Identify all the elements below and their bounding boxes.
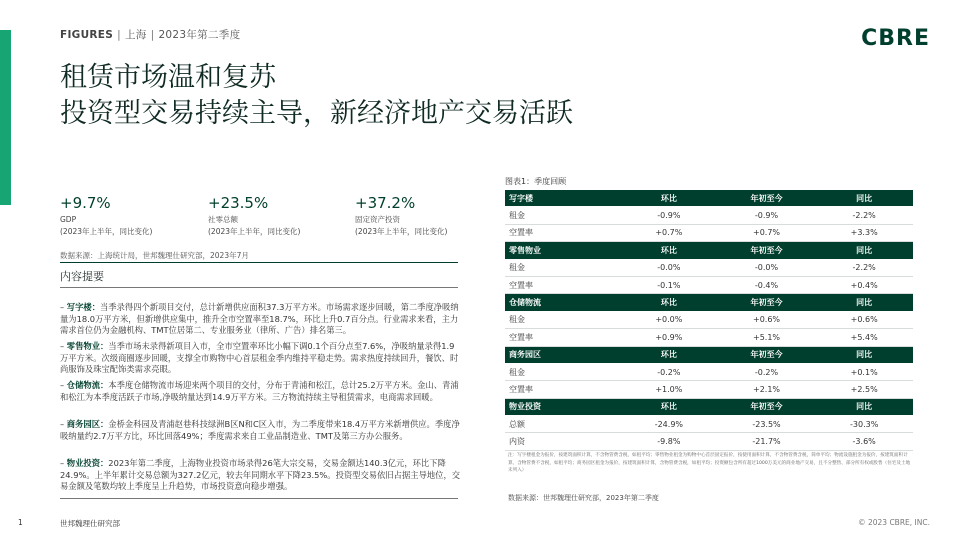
table-cell: -0.9% [620, 207, 718, 224]
section-name: 商务园区 [505, 346, 620, 363]
table-cell: -2.2% [815, 259, 913, 276]
table-cell: +0.0% [620, 311, 718, 328]
kpi-label: 社零总额 [208, 215, 238, 224]
row-label: 空置率 [505, 329, 620, 346]
section-name: 写字楼 [505, 190, 620, 207]
section-name: 仓储物流 [505, 294, 620, 311]
kpi-value: +37.2% [355, 194, 416, 212]
table-row [505, 329, 913, 346]
kpi-sub: (2023年上半年，同比变化) [208, 227, 301, 236]
kpi-gdp [60, 192, 200, 237]
column-header: 年初至今 [718, 398, 816, 415]
table-cell: +2.1% [718, 381, 816, 398]
row-label: 空置率 [505, 224, 620, 241]
table-row [505, 276, 913, 293]
row-label: 租金 [505, 363, 620, 380]
table-cell: -0.4% [718, 276, 816, 293]
column-header: 同比 [815, 294, 913, 311]
table-row [505, 224, 913, 241]
accent-bar [0, 30, 11, 205]
table-cell: -0.2% [620, 363, 718, 380]
table-cell: +3.3% [815, 224, 913, 241]
column-header: 环比 [620, 294, 718, 311]
table-cell: +0.9% [620, 329, 718, 346]
table-cell: -21.7% [718, 433, 816, 450]
kpi-row [60, 192, 460, 242]
bottom-divider [60, 498, 458, 499]
paragraph-lead: 商务园区： [66, 419, 109, 429]
column-header: 同比 [815, 346, 913, 363]
summary-paragraph-logistics: – 仓储物流：本季度仓储物流市场迎来两个项目的交付，分布于青浦和松江，总计25.2万平方米。金山、青浦和松江为本季度活跃子市场,净吸纳量达到14.9万平方米。三方物流持续主导租赁需求，电商需求回暖。 [60, 380, 459, 402]
table-cell: +0.7% [718, 224, 816, 241]
table-cell: -0.2% [718, 363, 816, 380]
table-cell: -9.8% [620, 433, 718, 450]
paragraph-lead: 写字楼： [66, 302, 100, 312]
kpi-retail-sales [208, 192, 348, 237]
table-cell: -3.6% [815, 433, 913, 450]
kpi-label: GDP [60, 215, 77, 224]
kpi-value: +9.7% [60, 194, 111, 212]
page-title [60, 60, 573, 132]
summary-heading: 内容提要 [60, 270, 104, 283]
table-cell: +1.0% [620, 381, 718, 398]
paragraph-text: 2023年第二季度，上海物业投资市场录得26笔大宗交易，交易金额达140.3亿元，环比下降24.9%。上半年累计交易总额为327.2亿元，较去年同期水平下降23.5%。投资型交易依旧占据主导地位，交易金额及笔数均较上季度呈上升趋势，市场投资意向稳步增强。 [60, 458, 461, 491]
column-header: 年初至今 [718, 242, 816, 259]
column-header: 同比 [815, 398, 913, 415]
row-label: 总额 [505, 416, 620, 433]
row-label: 租金 [505, 311, 620, 328]
column-header: 环比 [620, 190, 718, 207]
summary-paragraph-business-park: – 商务园区：金桥金科园及青浦赵巷科技绿洲B区N和C区入市，为二季度带来18.4万平方米新增供应。季度净吸纳量约2.7万平方比，环比回落49%；季度需求来自工业品制造业、TMT及第三方办公服务。 [60, 419, 460, 441]
table-source: 数据来源：世邦魏理仕研究部，2023年第二季度 [508, 494, 659, 502]
table-row [505, 311, 913, 328]
footer-left: 世邦魏理仕研究部 [60, 519, 120, 528]
page-number: 1 [18, 518, 23, 527]
paragraph-lead: 零售物业： [66, 341, 109, 351]
table-section-header [505, 294, 913, 311]
period-label: 2023年第二季度 [158, 29, 241, 41]
table-row [505, 416, 913, 433]
table-row [505, 363, 913, 380]
table-cell: +5.4% [815, 329, 913, 346]
kpi-source: 数据来源：上海统计局，世邦魏理仕研究部，2023年7月 [60, 251, 249, 260]
table-cell: -30.3% [815, 416, 913, 433]
column-header: 环比 [620, 346, 718, 363]
summary-paragraph-retail: – 零售物业：当季市场未录得新项目入市，全市空置率环比小幅下调0.1个百分点至7.6%，净吸纳量录得1.9万平方米。次级商圈逐步回暖，支撑全市购物中心首层租金季内维持平稳走势。需求热度持续回升，餐饮、时尚服饰及珠宝配饰类需求亮眼。 [60, 341, 459, 374]
table-cell: -23.5% [718, 416, 816, 433]
footer-copyright: © 2023 CBRE, INC. [858, 518, 930, 527]
paragraph-text: 当季市场未录得新项目入市，全市空置率环比小幅下调0.1个百分点至7.6%，净吸纳量录得1.9万平方米。次级商圈逐步回暖，支撑全市购物中心首层租金季内维持平稳走势。需求热度持续回升，餐饮、时尚服饰及珠宝配饰类需求亮眼。 [60, 341, 459, 374]
table-row [505, 259, 913, 276]
row-label: 租金 [505, 207, 620, 224]
row-label: 空置率 [505, 381, 620, 398]
table-cell: +0.6% [718, 311, 816, 328]
table-cell: -0.0% [718, 259, 816, 276]
paragraph-lead: 仓储物流： [66, 380, 109, 390]
table-cell: +0.1% [815, 363, 913, 380]
kpi-sub: (2023年上半年，同比变化) [60, 227, 153, 236]
table-cell: -0.9% [718, 207, 816, 224]
row-label: 空置率 [505, 276, 620, 293]
table-cell: -2.2% [815, 207, 913, 224]
paragraph-text: 当季录得四个新项目交付，总计新增供应面积37.3万平方米。市场需求逐步回暖，第二季度净吸纳量为18.0万平方米，但新增供应集中，推升全市空置率至18.7%，环比上升0.7百分点。行业需求来看，主力需求首位仍为金融机构、TMT位居第二、专业服务业（律所、广告）排名第三。 [60, 302, 459, 335]
table-cell: +5.1% [718, 329, 816, 346]
column-header: 环比 [620, 398, 718, 415]
paragraph-lead: 物业投资： [66, 458, 109, 468]
column-header: 年初至今 [718, 294, 816, 311]
summary-paragraph-investment: – 物业投资：2023年第二季度，上海物业投资市场录得26笔大宗交易，交易金额达140.3亿元，环比下降24.9%。上半年累计交易总额为327.2亿元，较去年同期水平下降23.5%。投资型交易依旧占据主导地位，交易金额及笔数均较上季度呈上升趋势，市场投资意向稳步增强。 [60, 458, 461, 491]
header-breadcrumb: FIGURES | 上海 | 2023年第二季度 [60, 29, 241, 41]
table-row [505, 381, 913, 398]
cbre-logo: CBRE [861, 26, 930, 51]
column-header: 同比 [815, 190, 913, 207]
column-header: 年初至今 [718, 346, 816, 363]
title-line-2: 投资型交易持续主导，新经济地产交易活跃 [60, 98, 573, 129]
quarterly-review-table [505, 190, 913, 451]
table-cell: +0.7% [620, 224, 718, 241]
table-cell: -24.9% [620, 416, 718, 433]
section-name: 零售物业 [505, 242, 620, 259]
table-section-header [505, 398, 913, 415]
city-label: 上海 [125, 29, 147, 41]
figures-label: FIGURES [60, 29, 114, 41]
column-header: 年初至今 [718, 190, 816, 207]
table-cell: +2.5% [815, 381, 913, 398]
table-cell: +0.4% [815, 276, 913, 293]
table-row [505, 433, 913, 450]
section-name: 物业投资 [505, 398, 620, 415]
table-row [505, 207, 913, 224]
table-section-header [505, 190, 913, 207]
table-section-header [505, 346, 913, 363]
row-label: 租金 [505, 259, 620, 276]
table-section-header [505, 242, 913, 259]
title-line-1: 租赁市场温和复苏 [60, 62, 276, 93]
column-header: 环比 [620, 242, 718, 259]
paragraph-text: 本季度仓储物流市场迎来两个项目的交付，分布于青浦和松江，总计25.2万平方米。金山、青浦和松江为本季度活跃子市场,净吸纳量达到14.9万平方米。三方物流持续主导租赁需求，电商需求回暖。 [60, 380, 459, 402]
summary-heading-bar [60, 262, 458, 288]
table-cell: -0.1% [620, 276, 718, 293]
column-header: 同比 [815, 242, 913, 259]
table-cell: +0.6% [815, 311, 913, 328]
kpi-fixed-investment [355, 192, 495, 237]
table-cell: -0.0% [620, 259, 718, 276]
row-label: 内资 [505, 433, 620, 450]
kpi-label: 固定资产投资 [355, 215, 400, 224]
table-title: 图表1：季度回顾 [505, 177, 567, 186]
table-note: 注：写字楼租金为报价，按建筑面积计算，不含物管费含税，如租平均；零售物业租金为购物中心首层固定报价，按使用面积计算，不含物管费含税，简单平均；物流设施租金为报价，按建筑面积计算，含物管费不含税，如租平均；商务园区租金为报价，按建筑面积计算，含物管费含税，如租平均；投资额包含所有超过1000万美元的商业地产交易，且不分整售、部分所有权或股售（住宅及土地未列入） [508, 453, 911, 473]
kpi-value: +23.5% [208, 194, 269, 212]
summary-paragraph-office: – 写字楼：当季录得四个新项目交付，总计新增供应面积37.3万平方米。市场需求逐步回暖，第二季度净吸纳量为18.0万平方米，但新增供应集中，推升全市空置率至18.7%，环比上升0.7百分点。行业需求来看，主力需求首位仍为金融机构、TMT位居第二、专业服务业（律所、广告）排名第三。 [60, 302, 459, 335]
paragraph-text: 金桥金科园及青浦赵巷科技绿洲B区N和C区入市，为二季度带来18.4万平方米新增供应。季度净吸纳量约2.7万平方比，环比回落49%；季度需求来自工业品制造业、TMT及第三方办公服务。 [60, 419, 460, 441]
kpi-sub: (2023年上半年，同比变化) [355, 227, 448, 236]
